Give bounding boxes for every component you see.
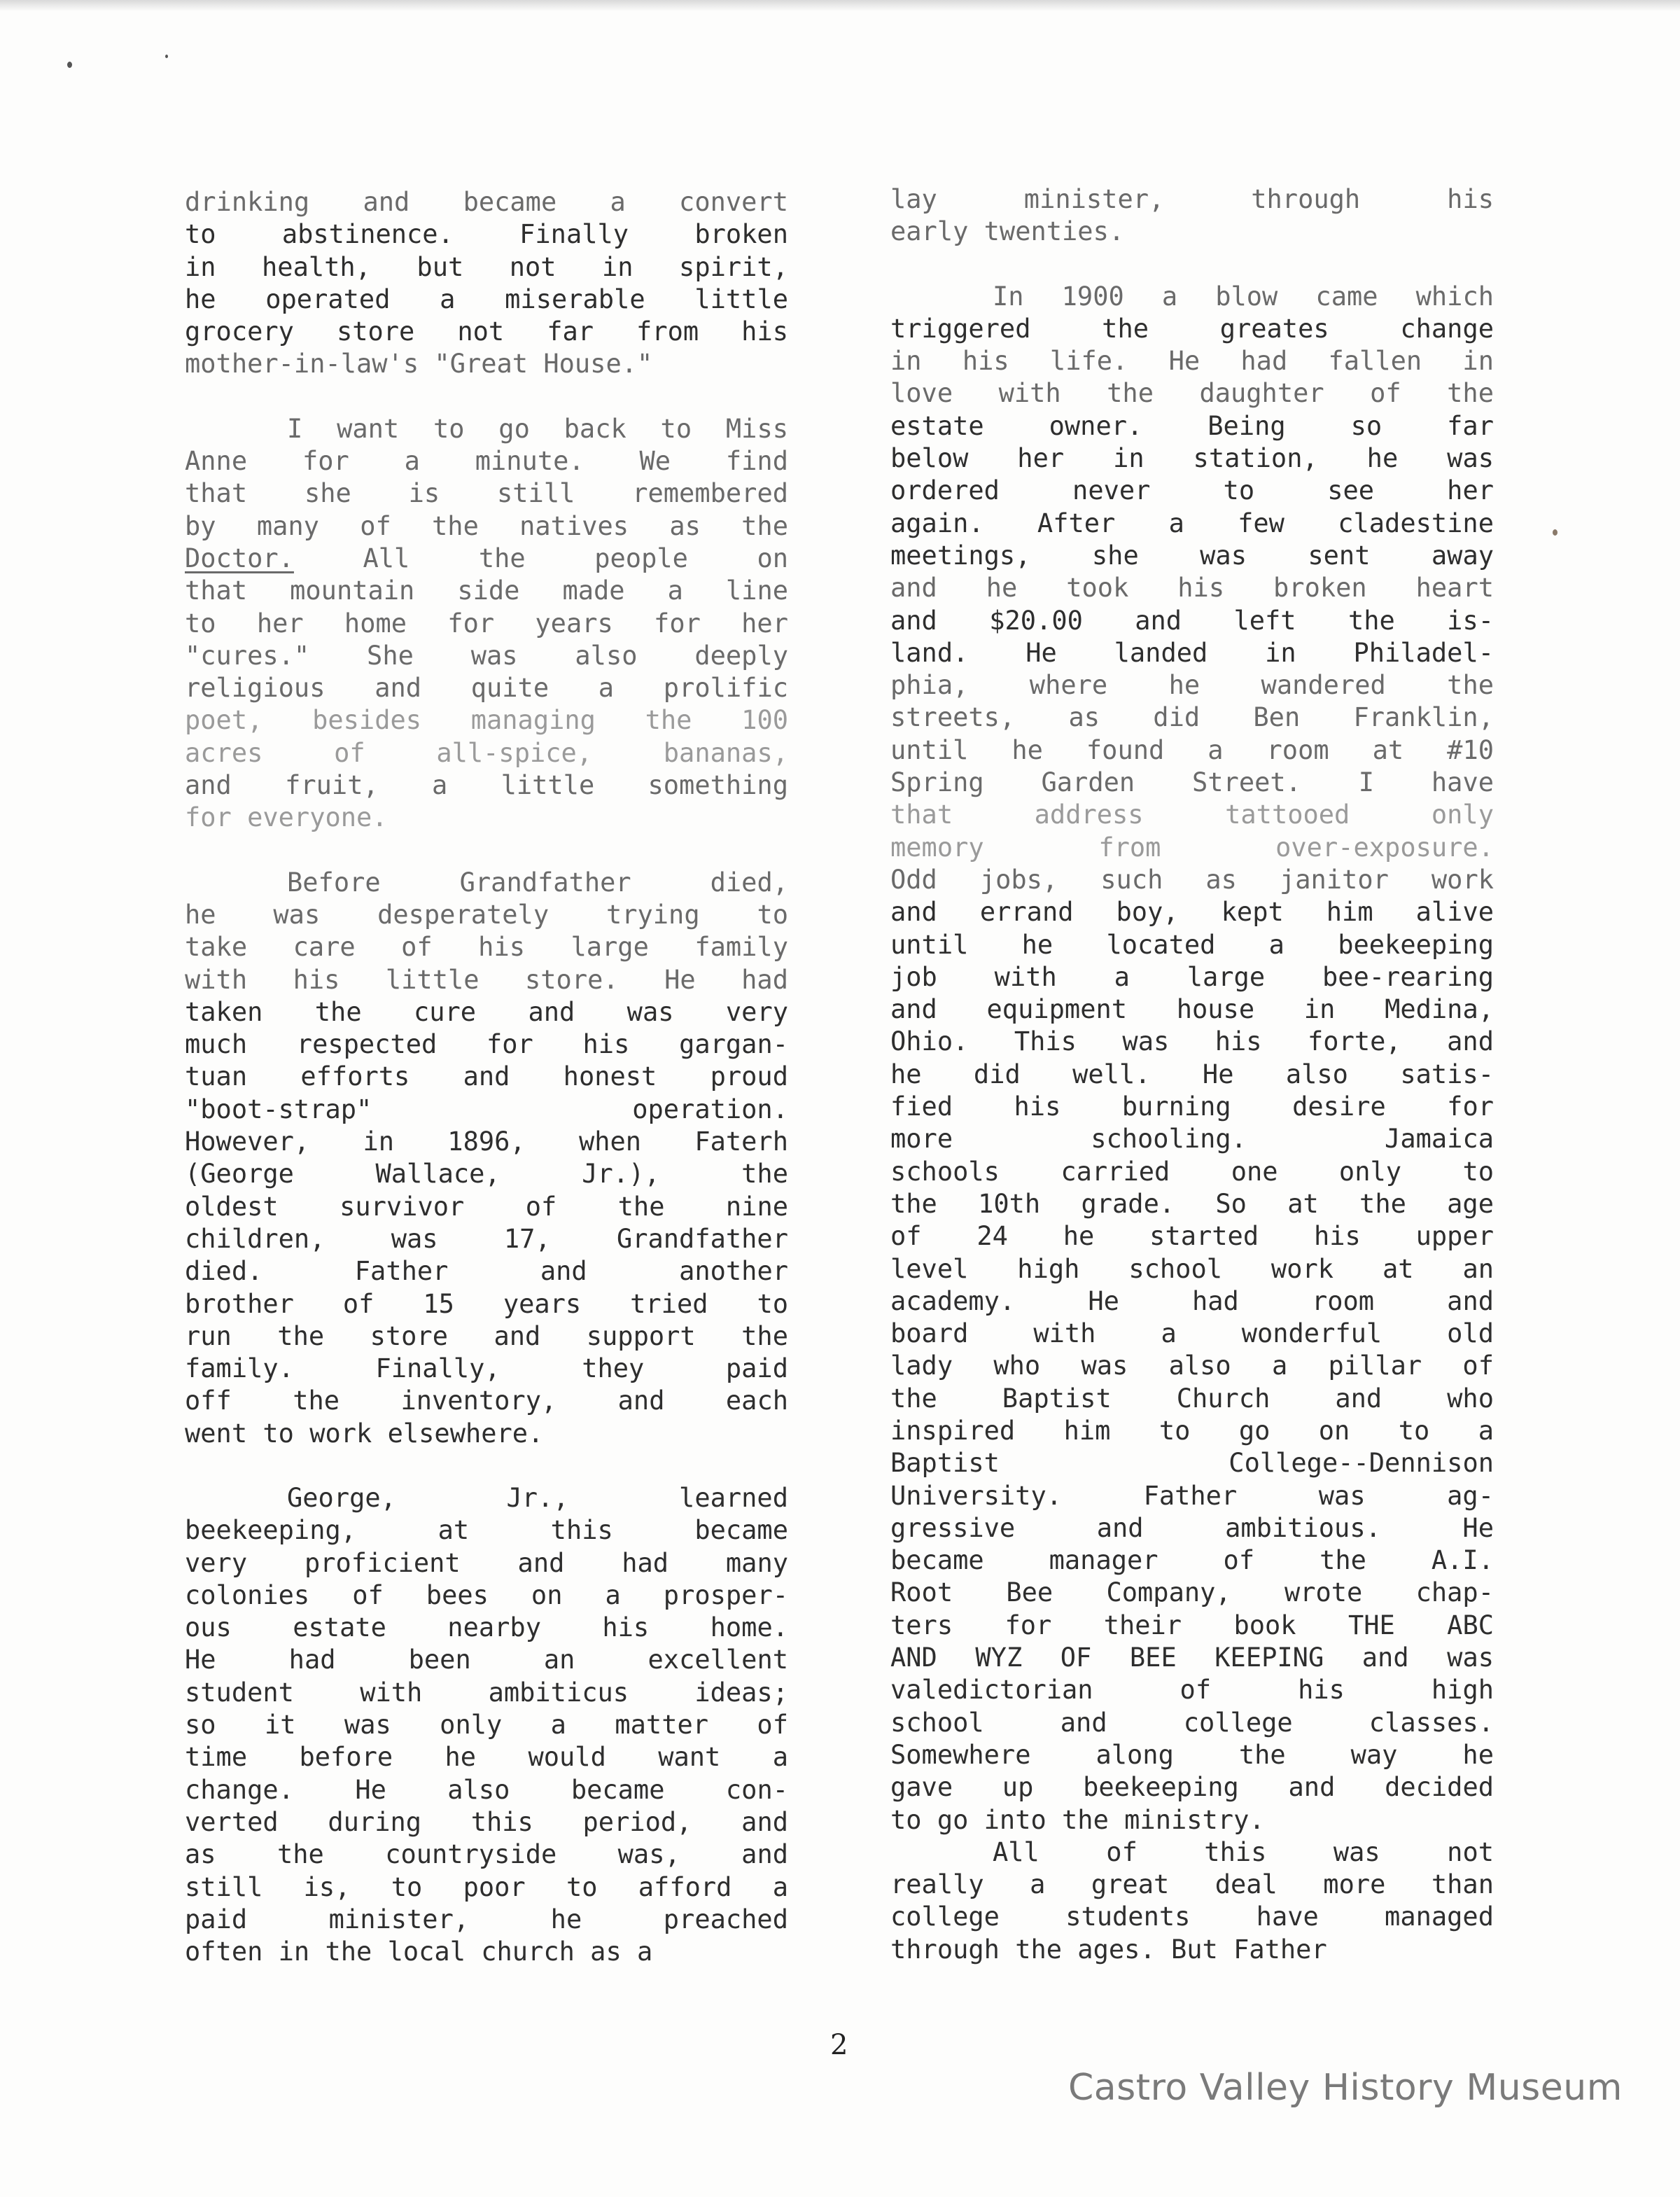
text-line: love with the daughter of the <box>890 378 1494 409</box>
text-line: again. After a few cladestine <box>890 508 1494 538</box>
text-line: in his life. He had fallen in <box>890 346 1494 377</box>
text-line: I want to go back to Miss <box>287 413 788 444</box>
text-line: land. He landed in Philadel- <box>890 637 1494 668</box>
paragraph <box>890 183 1494 249</box>
text-line: Baptist College--Dennison <box>890 1448 1494 1479</box>
text-line: Odd jobs, such as janitor work <box>890 864 1494 895</box>
text-line: and equipment house in Medina, <box>890 994 1494 1025</box>
text-line: level high school work at an <box>890 1253 1494 1284</box>
text-line: Somewhere along the way he <box>890 1739 1494 1770</box>
text-line: for everyone. <box>185 802 388 833</box>
text-line: ordered never to see her <box>890 475 1494 506</box>
text-line: tuan efforts and honest proud <box>185 1061 788 1092</box>
text-line: until he located a beekeeping <box>890 929 1494 960</box>
text-line: paid minister, he preached <box>185 1904 788 1934</box>
right-text-column <box>890 183 1494 1966</box>
text-line: taken the cure and was very <box>185 996 788 1027</box>
text-line: until he found a room at #10 <box>890 734 1494 765</box>
text-line: colonies of bees on a prosper- <box>185 1579 788 1610</box>
text-line: oldest survivor of the nine <box>185 1191 788 1222</box>
left-text-column <box>185 186 788 1968</box>
text-line: run the store and support the <box>185 1320 788 1351</box>
text-line: board with a wonderful old <box>890 1318 1494 1349</box>
scan-speck <box>165 55 168 58</box>
text-line: beekeeping, at this became <box>185 1515 788 1546</box>
text-line: and errand boy, kept him alive <box>890 897 1494 928</box>
text-line: very proficient and had many <box>185 1547 788 1578</box>
text-line: George, Jr., learned <box>287 1482 788 1513</box>
text-line: ous estate nearby his home. <box>185 1612 788 1643</box>
text-line: that mountain side made a line <box>185 576 788 606</box>
scan-speck <box>67 62 72 68</box>
text-line: early twenties. <box>890 216 1125 247</box>
text-line: Ohio. This was his forte, and <box>890 1026 1494 1057</box>
text-line: Anne for a minute. We find <box>185 446 788 477</box>
text-line: University. Father was ag- <box>890 1480 1494 1511</box>
text-line: and fruit, a little something <box>185 770 788 801</box>
text-line: fied his burning desire for <box>890 1091 1494 1122</box>
text-line: streets, as did Ben Franklin, <box>890 702 1494 733</box>
text-line: valedictorian of his high <box>890 1675 1494 1706</box>
text-line: as the countryside was, and <box>185 1839 788 1870</box>
text-line: children, was 17, Grandfather <box>185 1223 788 1254</box>
text-line: family. Finally, they paid <box>185 1353 788 1384</box>
text-line: more schooling. Jamaica <box>890 1124 1494 1155</box>
paragraph <box>185 1482 788 1968</box>
text-line: religious and quite a prolific <box>185 673 788 704</box>
text-line: much respected for his gargan- <box>185 1029 788 1060</box>
text-line: take care of his large family <box>185 932 788 963</box>
text-line: to go into the ministry. <box>890 1804 1265 1835</box>
text-line: grocery store not far from his <box>185 316 788 347</box>
paragraph-gap <box>185 835 788 867</box>
text-line: job with a large bee-rearing <box>890 961 1494 992</box>
text-line: drinking and became a convert <box>185 187 788 217</box>
paragraph <box>890 1836 1494 1966</box>
text-line: (George Wallace, Jr.), the <box>185 1159 788 1190</box>
text-line: of 24 he started his upper <box>890 1221 1494 1252</box>
text-line: the Baptist Church and who <box>890 1383 1494 1414</box>
text-line: verted during this period, and <box>185 1806 788 1837</box>
text-line: He had been an excellent <box>185 1645 788 1675</box>
text-line: school and college classes. <box>890 1707 1494 1738</box>
text-line: died. Father and another <box>185 1256 788 1287</box>
text-line: phia, where he wandered the <box>890 670 1494 701</box>
text-line: that she is still remembered <box>185 478 788 509</box>
text-line: in health, but not in spirit, <box>185 251 788 282</box>
text-line: to abstinence. Finally broken <box>185 219 788 250</box>
text-line: memory from over-exposure. <box>890 832 1494 863</box>
text-line: AND WYZ OF BEE KEEPING and was <box>890 1642 1494 1673</box>
text-line: college students have managed <box>890 1902 1494 1932</box>
text-line: lady who was also a pillar of <box>890 1351 1494 1381</box>
text-line: often in the local church as a <box>185 1937 653 1967</box>
text-line: poet, besides managing the 100 <box>185 705 788 736</box>
paragraph-gap <box>890 249 1494 281</box>
paragraph <box>185 186 788 381</box>
text-line: change. He also became con- <box>185 1774 788 1805</box>
text-line: really a great deal more than <box>890 1869 1494 1900</box>
text-line: Spring Garden Street. I have <box>890 767 1494 798</box>
text-line: Before Grandfather died, <box>287 867 788 898</box>
page-number: 2 <box>830 2029 848 2061</box>
text-line: lay minister, through his <box>890 184 1494 214</box>
paragraph <box>185 867 788 1450</box>
text-line: mother-in-law's "Great House." <box>185 349 653 379</box>
text-line: academy. He had room and <box>890 1285 1494 1316</box>
text-line: off the inventory, and each <box>185 1386 788 1416</box>
text-line: gressive and ambitious. He <box>890 1512 1494 1543</box>
text-line: triggered the greates change <box>890 313 1494 344</box>
underlined-word: Doctor. <box>185 543 294 573</box>
text-line: schools carried one only to <box>890 1156 1494 1187</box>
text-line: However, in 1896, when Faterh <box>185 1127 788 1157</box>
text-line: by many of the natives as the <box>185 510 788 541</box>
text-line: "boot-strap" operation. <box>185 1094 788 1124</box>
text-line: that address tattooed only <box>890 800 1494 830</box>
text-line: with his little store. He had <box>185 964 788 995</box>
paragraph <box>185 413 788 835</box>
text-line: student with ambiticus ideas; <box>185 1677 788 1708</box>
text-line: "cures." She was also deeply <box>185 640 788 671</box>
text-line: brother of 15 years tried to <box>185 1288 788 1319</box>
paragraph <box>890 281 1494 1836</box>
text-line: In 1900 a blow came which <box>993 281 1494 312</box>
text-line: and $20.00 and left the is- <box>890 605 1494 636</box>
text-line: became manager of the A.I. <box>890 1545 1494 1576</box>
text-line: estate owner. Being so far <box>890 410 1494 441</box>
text-line: ters for their book THE ABC <box>890 1610 1494 1640</box>
paragraph-gap <box>185 1450 788 1482</box>
text-line: so it was only a matter of <box>185 1710 788 1741</box>
text-line: acres of all-spice, bananas, <box>185 737 788 768</box>
text-line: meetings, she was sent away <box>890 540 1494 571</box>
text-line: and he took his broken heart <box>890 573 1494 604</box>
text-line: inspired him to go on to a <box>890 1415 1494 1446</box>
text-line: Root Bee Company, wrote chap- <box>890 1577 1494 1608</box>
paragraph-gap <box>185 381 788 413</box>
text-line: gave up beekeeping and decided <box>890 1772 1494 1803</box>
text-line: All of this was not <box>993 1836 1494 1867</box>
scan-edge <box>0 0 1680 11</box>
text-line: he did well. He also satis- <box>890 1059 1494 1089</box>
text-line: through the ages. But Father <box>890 1934 1327 1965</box>
text-line: went to work elsewhere. <box>185 1418 544 1449</box>
text-line: he operated a miserable little <box>185 284 788 314</box>
text-line: to her home for years for her <box>185 608 788 639</box>
text-line: Doctor. All the people on <box>185 543 788 573</box>
text-line: time before he would want a <box>185 1742 788 1773</box>
text-line: the 10th grade. So at the age <box>890 1188 1494 1219</box>
text-line: still is, to poor to afford a <box>185 1871 788 1902</box>
scan-speck <box>1553 529 1558 536</box>
museum-watermark: Castro Valley History Museum <box>1068 2067 1623 2109</box>
text-line: he was desperately trying to <box>185 899 788 930</box>
text-line: below her in station, he was <box>890 443 1494 474</box>
